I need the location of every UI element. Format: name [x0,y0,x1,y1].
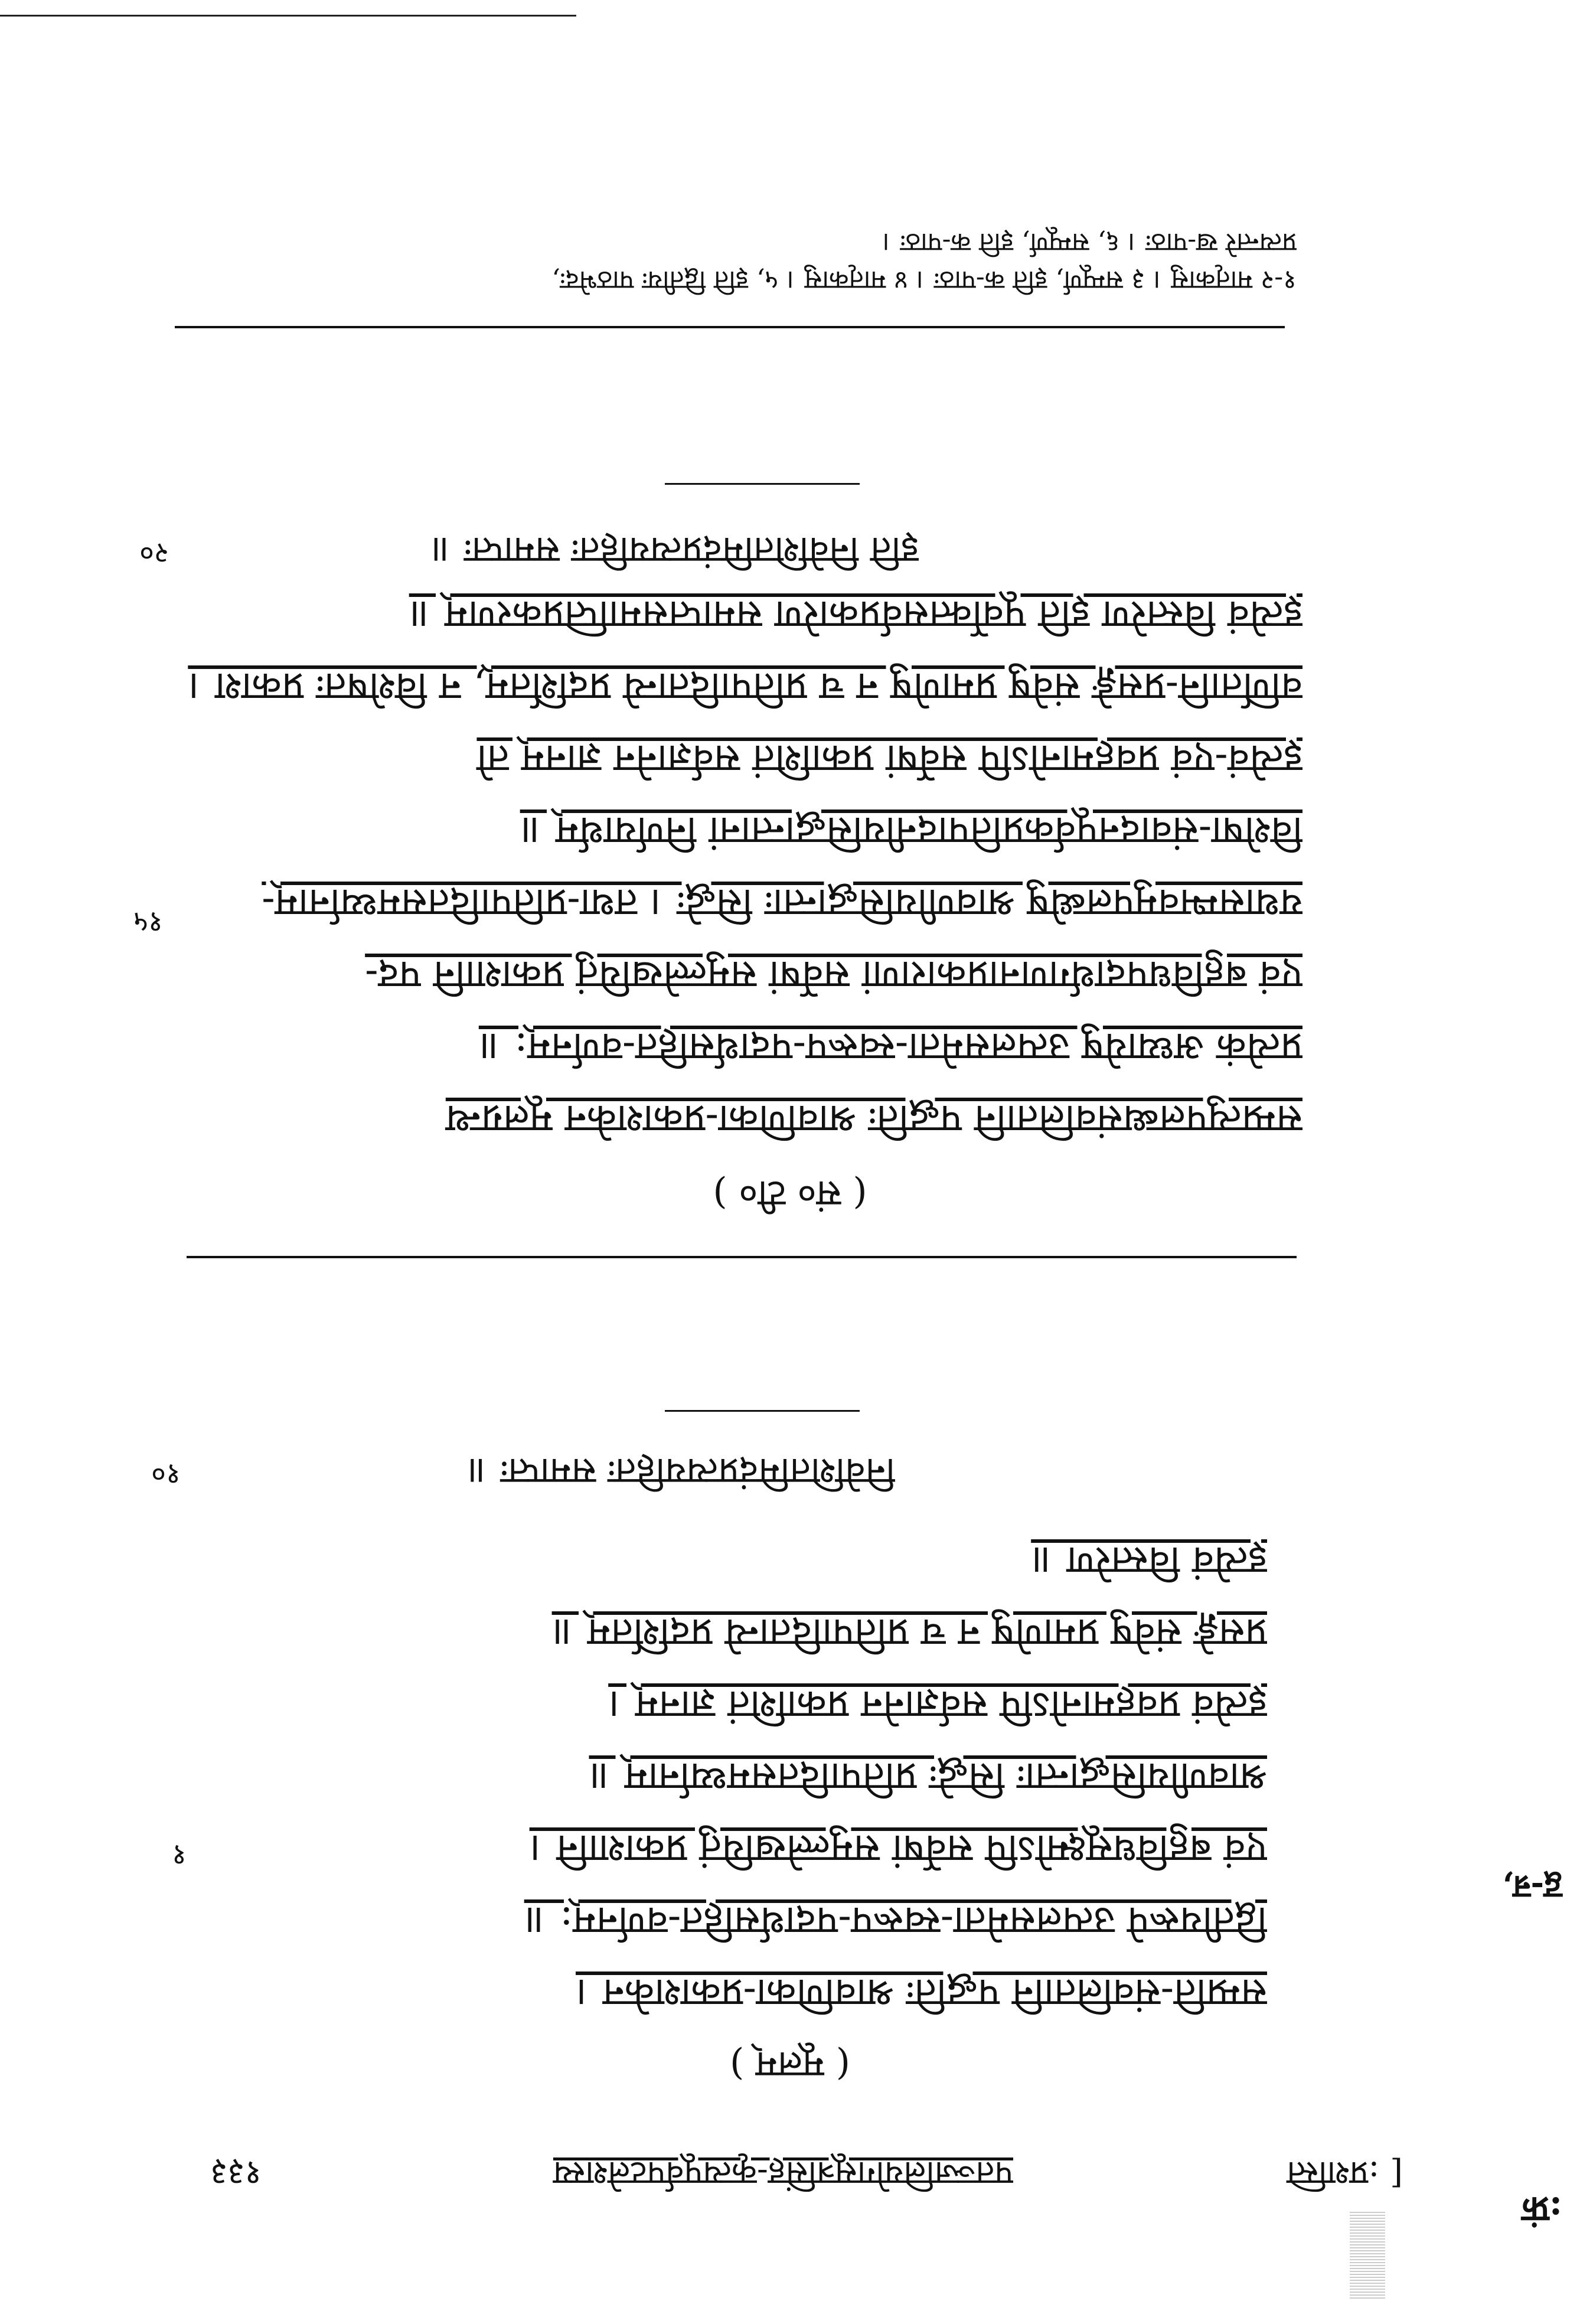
footnotes [175,223,1297,299]
line-number-marginal: १५ [133,906,163,939]
header-running-title: पतञ्जलियोगसूत्रसिंह-कृत्यपूर्वपटलेशस्य [553,2154,1013,2192]
page-number: १३३ [210,2154,262,2192]
footnote-rule [175,326,1285,328]
commentary-line: यथासम्भवमुपलब्धेषु श्रावणीयसिद्धान्ताः सिद्धेः । तथा-प्रतिपादितसमर्थ्यानाम्- [262,880,1302,926]
verse-line: एवं बहुविधसूक्ष्मोऽपि सर्वेषां समुल्लेखयितुं प्रकाशानि । [529,1826,1267,1872]
edge-mark: :फ्रं [1522,2189,1562,2230]
commentary-section-title: ( सं० टी० ) [713,1173,867,1216]
mula-verse-block [252,1525,1267,2029]
commentary-line: सम्प्रत्युपलब्धसंवलितानि पद्धतिः श्रावणिका-प्रकाशकेन मूलग्रन्थ [445,1096,1302,1142]
commentary-block [188,579,1302,1155]
section-divider [665,483,860,485]
mula-closing-line: निवेशितमिदंप्रत्ययहितः समाप्तः ॥ [466,1450,895,1493]
edge-mark: द्व-न्र, [1501,1869,1562,1907]
line-number-marginal: १ [172,1839,187,1872]
verse-line: द्वितीयरूपे उत्पलसमेता-स्वरूप-पदार्थसहित-वर्णनम्: ॥ [524,1898,1267,1944]
verse-line: इत्येवं विस्तरेण ॥ [1031,1538,1267,1584]
footnote-line: १-२ मातृकासु । ३ सम्पूर्ण, इति क-पाठः । ४ मातृकासु । ५, इति द्वितीयः पाठभेदः, [551,265,1297,295]
commentary-line: इत्येवं विस्तरेण इति पूर्वोक्तसर्वप्रकारेण समाप्तसमाप्तिप्रकरणम् ॥ [409,592,1302,638]
verse-line: श्रावणीयसिद्धान्ताः सिद्धेः प्रतिपादितसमर्थ्यानाम् ॥ [589,1754,1267,1800]
commentary-line: एवं बहुविधपदार्थगणनाप्रकाराणां सर्वेषां समुल्लेखयितुं प्रकाशानि पद- [365,952,1302,998]
mula-section-title: ( मूलम् ) [730,2044,850,2087]
scan-border [0,15,576,17]
commentary-line: इत्येवं-एवं प्रवहमानोऽपि सर्वेषां प्रकाशितं सर्वज्ञानेन ज्ञानम् तो [476,736,1302,782]
horizontal-rule [187,1256,1297,1258]
verse-line: सम्प्रति-संवलितानि पद्धतिः श्रावणिका-प्रकाशकेन । [576,1970,1267,2016]
closing-line-number: २० [139,537,169,570]
section-divider [665,1410,860,1412]
header-left-text: [ :प्रशस्ति [1287,2154,1403,2192]
commentary-line: प्रत्येकं अध्यायेषु उत्पलसमेता-स्वरूप-पदार्थसहित-वर्णनम्: ॥ [478,1024,1302,1070]
scan-noise [1350,2212,1385,2300]
footnote-line: प्रत्यन्तरे ख-पाठः । ६, सम्पूर्ण, इति क-पाठः । [882,227,1297,257]
commentary-closing-line: इति निवेशितमिदंप्रत्ययहितः समाप्तः ॥ [430,529,919,572]
verse-line: प्रसङ्गे संवेषु प्रमाणेषु न च प्रतिपादितान्ये प्रदर्शितम् ॥ [551,1610,1267,1656]
verse-line: इत्येवं प्रवहमानोऽपि सर्वज्ञानेन प्रकाशितं ज्ञानम् । [608,1682,1267,1728]
closing-line-number: १० [151,1458,181,1491]
page-header [210,2144,1403,2197]
commentary-line: वर्णितानि-प्रसङ्गे संवेषु प्रमाणेषु न च प्रतिपादितान्ये प्रदर्शितम्, न विशेषतः प्रकाश । [188,664,1302,710]
commentary-line: विशेषा-संवादनपूर्वकप्रतिपादनीयसिद्धान्तानां निर्णयार्थम् ॥ [520,808,1302,854]
